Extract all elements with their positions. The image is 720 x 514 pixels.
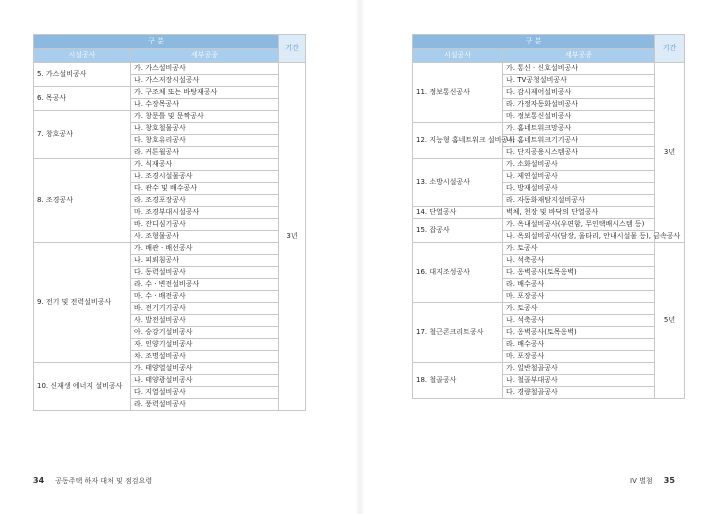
detail-cell: 마. 포장공사 xyxy=(503,291,655,303)
detail-cell: 사. 발전설비공사 xyxy=(131,315,279,327)
left-footer xyxy=(33,476,152,486)
detail-cell: 가. 옥내설비공사(우편함, 무인택배시스템 등) xyxy=(503,219,655,231)
page-number: 35 xyxy=(663,476,675,485)
table-row xyxy=(413,363,685,375)
detail-cell: 나. 피뢰침공사 xyxy=(131,255,279,267)
detail-cell: 나. 가스저장시설공사 xyxy=(131,75,279,87)
detail-cell: 라. 가정자동화설비공사 xyxy=(503,99,655,111)
table-row xyxy=(34,243,306,255)
detail-cell: 바. 전기기기공사 xyxy=(131,303,279,315)
table-row xyxy=(413,207,685,219)
table-row xyxy=(413,123,685,135)
detail-cell: 다. 창호유리공사 xyxy=(131,135,279,147)
detail-cell: 가. 토공사 xyxy=(503,243,655,255)
detail-cell: 라. 조경포장공사 xyxy=(131,195,279,207)
detail-cell: 아. 승강기설비공사 xyxy=(131,327,279,339)
detail-cell: 마. 조경부대시설공사 xyxy=(131,207,279,219)
category-cell: 11. 정보통신공사 xyxy=(413,63,503,123)
detail-cell: 라. 풍력설비공사 xyxy=(131,399,279,411)
table-row xyxy=(413,219,685,231)
detail-cell: 가. 홈네트워크망공사 xyxy=(503,123,655,135)
detail-cell: 바. 잔디심기공사 xyxy=(131,219,279,231)
page-number: 34 xyxy=(33,476,45,485)
table-row xyxy=(34,111,306,123)
detail-cell: 라. 수 · 변전설비공사 xyxy=(131,279,279,291)
detail-cell: 나. 제연설비공사 xyxy=(503,171,655,183)
header-category-label: 시설공사 xyxy=(413,49,503,63)
table-row xyxy=(413,243,685,255)
detail-cell: 가. 구조체 또는 바탕재공사 xyxy=(131,87,279,99)
detail-cell: 라. 자동화재탐지설비공사 xyxy=(503,195,655,207)
detail-cell: 다. 방재설비공사 xyxy=(503,183,655,195)
running-title: 공동주택 하자 대처 및 점검요령 xyxy=(55,477,153,485)
header-detail-label: 세부공종 xyxy=(503,49,655,63)
detail-cell: 라. 커튼월공사 xyxy=(131,147,279,159)
detail-cell: 다. 지열설비공사 xyxy=(131,387,279,399)
detail-cell: 나. 수장목공사 xyxy=(131,99,279,111)
detail-cell: 가. 태양열설비공사 xyxy=(131,363,279,375)
header-category-label: 시설공사 xyxy=(34,49,131,63)
detail-cell: 마. 수 · 배전공사 xyxy=(131,291,279,303)
detail-cell: 벽체, 천장 및 바닥의 단열공사 xyxy=(503,207,655,219)
category-cell: 16. 대지조성공사 xyxy=(413,243,503,303)
category-cell: 8. 조경공사 xyxy=(34,159,131,243)
table-row xyxy=(34,63,306,75)
detail-cell: 다. 관수 및 배수공사 xyxy=(131,183,279,195)
category-cell: 10. 신재생 에너지 설비공사 xyxy=(34,363,131,411)
detail-cell: 가. 소화설비공사 xyxy=(503,159,655,171)
running-title: IV 별첨 xyxy=(630,477,653,485)
table-row xyxy=(413,63,685,75)
right-page xyxy=(360,0,720,514)
category-cell: 5. 가스설비공사 xyxy=(34,63,131,87)
period-cell-3y: 3년 xyxy=(655,63,685,243)
detail-cell: 가. 가스설비공사 xyxy=(131,63,279,75)
detail-cell: 가. 토공사 xyxy=(503,303,655,315)
detail-cell: 다. 단지공용시스템공사 xyxy=(503,147,655,159)
period-cell: 3년 xyxy=(279,63,306,411)
detail-cell: 다. 감시제어설비공사 xyxy=(503,87,655,99)
category-cell: 17. 철근콘크리트공사 xyxy=(413,303,503,363)
category-cell: 15. 잡공사 xyxy=(413,219,503,243)
detail-cell: 나. 석축공사 xyxy=(503,255,655,267)
category-cell: 7. 창호공사 xyxy=(34,111,131,159)
category-cell: 14. 단열공사 xyxy=(413,207,503,219)
category-cell: 6. 목공사 xyxy=(34,87,131,111)
detail-cell: 다. 동력설비공사 xyxy=(131,267,279,279)
detail-cell: 나. 조경시설물공사 xyxy=(131,171,279,183)
period-cell-5y: 5년 xyxy=(655,243,685,399)
header-period-label: 기간 xyxy=(655,35,685,63)
detail-cell: 나. TV공청설비공사 xyxy=(503,75,655,87)
category-cell: 9. 전기 및 전력설비공사 xyxy=(34,243,131,363)
detail-cell: 다. 옹벽공사(토목옹벽) xyxy=(503,327,655,339)
table-row xyxy=(34,87,306,99)
header-group-label: 구 분 xyxy=(413,35,655,49)
category-cell: 18. 철골공사 xyxy=(413,363,503,399)
detail-cell: 마. 포장공사 xyxy=(503,351,655,363)
table-row xyxy=(34,159,306,171)
detail-cell: 다. 옹벽공사(토목옹벽) xyxy=(503,267,655,279)
detail-cell: 가. 창문틀 및 문짝공사 xyxy=(131,111,279,123)
table-row xyxy=(413,303,685,315)
category-cell: 13. 소방시설공사 xyxy=(413,159,503,207)
facility-warranty-table-right xyxy=(412,34,685,399)
detail-cell: 나. 석축공사 xyxy=(503,315,655,327)
facility-warranty-table-left xyxy=(33,34,306,411)
table-row xyxy=(34,363,306,375)
category-cell: 12. 지능형 홈네트워크 설비공사 xyxy=(413,123,503,159)
detail-cell: 차. 조명설비공사 xyxy=(131,351,279,363)
header-detail-label: 세부공종 xyxy=(131,49,279,63)
detail-cell: 마. 정보통신설비공사 xyxy=(503,111,655,123)
detail-cell: 가. 일반철골공사 xyxy=(503,363,655,375)
detail-cell: 가. 식재공사 xyxy=(131,159,279,171)
detail-cell: 가. 통신 · 신호설비공사 xyxy=(503,63,655,75)
detail-cell: 나. 태양광설비공사 xyxy=(131,375,279,387)
detail-cell: 라. 배수공사 xyxy=(503,279,655,291)
detail-cell: 사. 조형물공사 xyxy=(131,231,279,243)
detail-cell: 라. 배수공사 xyxy=(503,339,655,351)
detail-cell: 자. 인양기설비공사 xyxy=(131,339,279,351)
header-period-label: 기간 xyxy=(279,35,306,63)
detail-cell: 나. 옥외설비공사(담장, 울타리, 안내시설물 등), 금속공사 xyxy=(503,231,655,243)
detail-cell: 나. 창호철물공사 xyxy=(131,123,279,135)
right-footer xyxy=(630,476,675,486)
table-row xyxy=(413,159,685,171)
detail-cell: 가. 배관 · 배선공사 xyxy=(131,243,279,255)
header-group-label: 구 분 xyxy=(34,35,279,49)
detail-cell: 다. 경량철골공사 xyxy=(503,387,655,399)
detail-cell: 나. 홈네트워크기기공사 xyxy=(503,135,655,147)
detail-cell: 나. 철골부대공사 xyxy=(503,375,655,387)
